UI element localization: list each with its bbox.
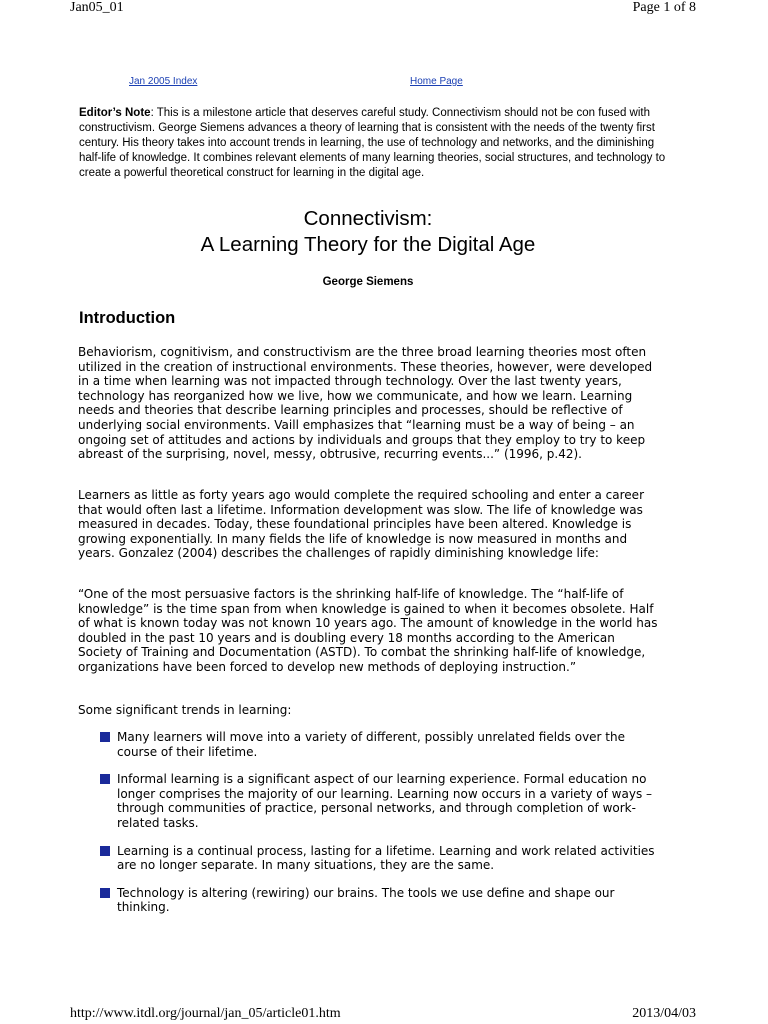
editors-note xyxy=(79,106,669,181)
page-number: Page 1 of 8 xyxy=(632,0,696,15)
square-bullet-icon xyxy=(100,732,110,742)
editors-note-label: Editor’s Note xyxy=(79,107,151,119)
trends-list xyxy=(100,730,660,928)
jan-2005-index-link[interactable]: Jan 2005 Index xyxy=(129,76,198,87)
intro-paragraph-1: Behaviorism, cognitivism, and constructivism are the three broad learning theories most often utilized in the creation of instructional environments. These theories, however, were developed in a time when learning was not impacted through technology. Over the last twenty years, technology has reorganized how we live, how we communicate, and how we learn. Learning needs and theories that describe learning principles and processes, should be reflective of underlying social environments. Vaill emphasizes that “learning must be a way of being – an ongoing set of attitudes and actions by individuals and groups that they employ to try to keep abreast of the surprising, novel, messy, obtrusive, recurring events...” (1996, p.42). xyxy=(78,345,653,462)
print-header xyxy=(0,0,768,18)
list-item xyxy=(100,844,660,873)
section-heading-introduction: Introduction xyxy=(79,309,176,327)
list-item-text: Many learners will move into a variety of different, possibly unrelated fields over the course of their lifetime. xyxy=(117,730,626,759)
list-item xyxy=(100,730,660,759)
home-page-link[interactable]: Home Page xyxy=(410,76,463,87)
square-bullet-icon xyxy=(100,846,110,856)
article-title-line1: Connectivism: xyxy=(303,207,433,230)
source-url: http://www.itdl.org/journal/jan_05/article01.htm xyxy=(70,1006,341,1021)
print-date: 2013/04/03 xyxy=(632,1006,696,1021)
print-footer xyxy=(0,1006,768,1024)
intro-paragraph-2: Learners as little as forty years ago would complete the required schooling and enter a career that would often last a lifetime. Information development was slow. The life of knowledge was measured in decades. Today, these foundational principles have been altered. Knowledge is growing exponentially. In many fields the life of knowledge is now measured in months and years. Gonzalez (2004) describes the challenges of rapidly diminishing knowledge life: xyxy=(78,488,644,561)
square-bullet-icon xyxy=(100,888,110,898)
list-item-text: Informal learning is a significant aspect of our learning experience. Formal education no longer comprises the majority of our learning. Learning now occurs in a variety of ways – through communities of practice, personal networks, and through completion of work-related tasks. xyxy=(117,772,653,830)
gonzalez-quote: “One of the most persuasive factors is the shrinking half-life of knowledge. The “half-life of knowledge” is the time span from when knowledge is gained to when it becomes obsolete. Half of what is known today was not known 10 years ago. The amount of knowledge in the world has doubled in the past 10 years and is doubling every 18 months according to the American Society of Training and Documentation (ASTD). To combat the shrinking half-life of knowledge, organizations have been forced to develop new methods of deploying instruction.” xyxy=(78,587,658,674)
author-name: George Siemens xyxy=(322,276,414,288)
document-id: Jan05_01 xyxy=(70,0,124,15)
square-bullet-icon xyxy=(100,774,110,784)
list-item-text: Technology is altering (rewiring) our brains. The tools we use define and shape our thinking. xyxy=(117,885,615,915)
list-item xyxy=(100,886,660,915)
trends-intro: Some significant trends in learning: xyxy=(78,703,292,717)
article-title-line2: A Learning Theory for the Digital Age xyxy=(200,233,536,256)
editors-note-text: : This is a milestone article that deserves careful study. Connectivism should not be con fused with constructivism. George Siemens advances a theory of learning that is consistent with the needs of the twenty first century. His theory takes into account trends in learning, the use of technology and networks, and the diminishing half-life of knowledge. It combines relevant elements of many learning theories, social structures, and technology to create a powerful theoretical construct for learning in the digital age. xyxy=(79,107,666,179)
list-item xyxy=(100,772,660,830)
list-item-text: Learning is a continual process, lasting for a lifetime. Learning and work related activities are no longer separate. In many situations, they are the same. xyxy=(117,843,655,873)
article-title xyxy=(0,206,736,258)
